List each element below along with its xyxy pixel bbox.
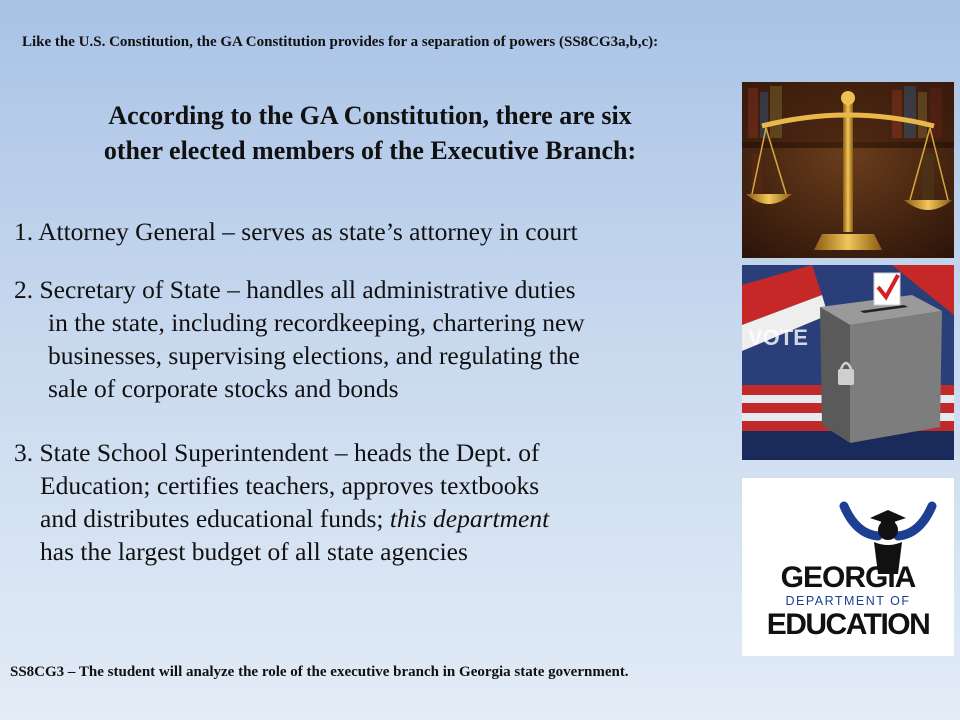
vote-text: VOTE xyxy=(748,325,808,350)
item-1-line-1: 1. Attorney General – serves as state’s attorney in court xyxy=(14,217,578,246)
item-3-emphasis: this department xyxy=(389,504,550,533)
heading-line-1: According to the GA Constitution, there are six xyxy=(108,101,632,130)
heading-line-2: other elected members of the Executive Branch: xyxy=(103,136,637,165)
item-2-line-1: 2. Secretary of State – handles all administrative duties xyxy=(14,275,576,304)
georgia-doe-logo xyxy=(742,478,954,656)
standard-footnote: SS8CG3 – The student will analyze the role of the executive branch in Georgia state government. xyxy=(10,664,629,680)
item-secretary-of-state xyxy=(14,273,739,405)
ballot-box-icon xyxy=(742,265,954,460)
item-3-line-3-text: and distributes educational funds; xyxy=(40,504,390,533)
logo-education: EDUCATION xyxy=(766,608,930,641)
item-2-line-3: businesses, supervising elections, and regulating the xyxy=(48,341,580,370)
item-3-line-4: has the largest budget of all state agencies xyxy=(40,537,468,566)
scales-of-justice-icon xyxy=(742,82,954,258)
item-3-line-1: 3. State School Superintendent – heads the Dept. of xyxy=(14,438,540,467)
item-2-line-4: sale of corporate stocks and bonds xyxy=(48,374,399,403)
item-school-superintendent xyxy=(14,436,739,568)
item-3-line-2: Education; certifies teachers, approves textbooks xyxy=(40,471,540,500)
top-line: Like the U.S. Constitution, the GA Constitution provides for a separation of powers (SS8CG3a,b,c): xyxy=(22,34,659,50)
item-attorney-general xyxy=(14,215,739,248)
item-3-line-3 xyxy=(14,502,739,535)
logo-department-of: DEPARTMENT OF xyxy=(785,594,911,608)
item-2-line-2: in the state, including recordkeeping, chartering new xyxy=(48,308,585,337)
logo-georgia: GEORGIA xyxy=(780,561,916,594)
slide-heading xyxy=(0,98,740,168)
